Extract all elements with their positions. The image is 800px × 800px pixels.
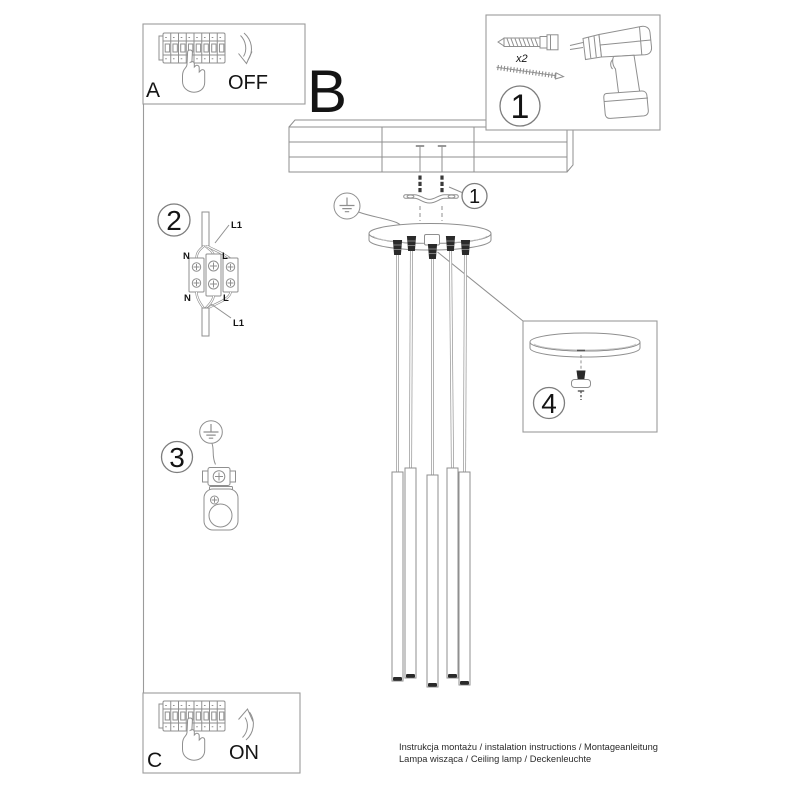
ground-symbol-small [200,421,223,444]
ground-symbol-main [334,193,403,230]
terminal-block-icon [189,254,238,296]
step-3-badge [162,442,193,474]
step-2-number: 2 [166,205,182,236]
label-l-bottom: L [223,293,229,304]
on-label: ON [229,742,259,764]
bracket-icon [406,195,457,201]
step-2-badge [158,204,190,236]
screw-hidden-dashes [418,176,443,193]
pendant-tube [392,472,403,681]
panel-c [143,693,300,773]
gland-icon [446,236,455,251]
gland-icon [393,240,402,255]
label-l1-top: L1 [231,220,243,231]
panel-a [143,24,305,104]
panel-canopy-detail [523,321,657,432]
step-1-number: 1 [510,88,530,126]
panel-parts [486,15,660,130]
off-label: OFF [228,72,268,94]
step-1-badge [500,86,540,126]
callout-1-number: 1 [468,186,481,208]
lamp-holder [204,487,238,531]
gland-icon [428,244,437,259]
label-n-top: N [183,251,190,262]
panel-ground [162,421,239,530]
label-l-top: L [222,251,228,262]
panel-wiring [158,204,245,336]
canopy-side-view [530,333,640,357]
pendant-tubes [392,468,470,687]
gland-icon [407,236,416,251]
callout-1-badge [462,184,487,209]
step-4-badge [534,388,565,420]
supply-cable [202,212,209,246]
step-b-label: B [307,58,348,125]
pendant-cables [398,251,466,476]
pendant-tube [405,468,416,678]
center-cap [425,235,440,246]
step-3-number: 3 [169,442,185,473]
pendant-tube [427,475,438,687]
dowel-qty-label: x2 [516,53,528,65]
label-n-bottom: N [184,293,191,304]
canopy-assembly [369,224,491,260]
lamp-cable [202,308,209,336]
label-l1-bottom: L1 [233,318,245,329]
footer-line-1: Instrukcja montażu / instalation instructions / Montageanleitung [399,742,658,752]
ground-terminal [203,468,236,486]
pendant-tube [459,472,470,685]
pendant-tube [447,468,458,678]
step-4-number: 4 [541,388,557,419]
footer-line-2: Lampa wisząca / Ceiling lamp / Deckenleuchte [399,754,592,764]
panel-a-label: A [146,79,161,102]
panel-c-label: C [147,749,163,772]
gland-icon [461,240,470,255]
